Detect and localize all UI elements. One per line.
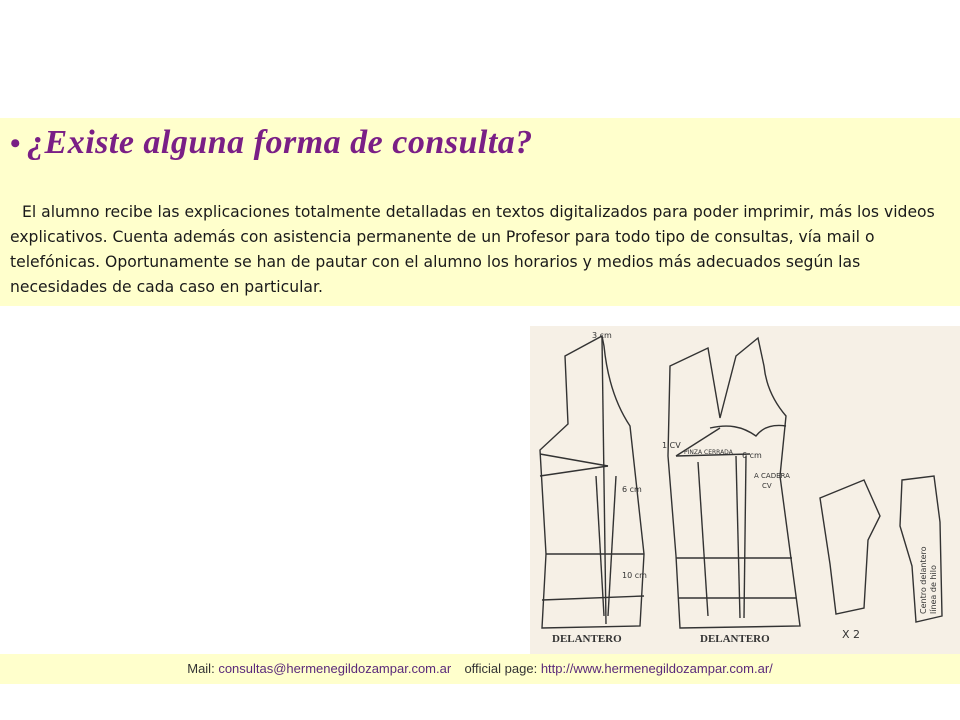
mail-link[interactable]: consultas@hermenegildozampar.com.ar bbox=[218, 661, 452, 676]
measure-cadera: A CADERA bbox=[754, 472, 790, 480]
measure-cierre: PINZA CERRADA bbox=[684, 449, 733, 456]
body-paragraph: El alumno recibe las explicaciones totalmente detalladas en textos digitalizados para poder imprimir, más los videos explicativos. Cuenta además con asistencia permanente de un Profesor para todo tipo de consultas, vía mail o telefónicas. Oportunamente se han de pautar con el alumno los horarios y medios más adecuados según las necesidades de cada caso en particular. bbox=[10, 203, 935, 296]
label-delantero-left: DELANTERO bbox=[552, 633, 622, 645]
title-text: ¿Existe alguna forma de consulta? bbox=[27, 124, 533, 161]
middle-pattern-outline bbox=[668, 338, 800, 628]
measure-side: 6 cm bbox=[622, 485, 642, 494]
small-piece-1-outline bbox=[820, 480, 880, 614]
left-pattern-outline bbox=[540, 336, 644, 628]
measure-cv: 1 CV bbox=[662, 441, 681, 450]
measure-cv2: CV bbox=[762, 482, 772, 490]
vertical-label-1: Centro delantero bbox=[919, 546, 928, 614]
pattern-illustration bbox=[530, 326, 960, 654]
measure-top: 3 cm bbox=[592, 331, 612, 340]
sewing-pattern-drawing bbox=[530, 326, 960, 654]
title-bullet: • bbox=[10, 127, 22, 160]
slide-title bbox=[10, 124, 533, 162]
label-x2: X 2 bbox=[842, 628, 861, 641]
measure-bottom: 10 cm bbox=[622, 571, 647, 580]
vertical-label-2: línea de hilo bbox=[929, 565, 938, 614]
measure-mid: 6 cm bbox=[742, 451, 762, 460]
footer-bar bbox=[0, 654, 960, 684]
website-link[interactable]: http://www.hermenegildozampar.com.ar/ bbox=[540, 661, 773, 676]
page-label: official page: bbox=[464, 661, 538, 676]
mail-label: Mail: bbox=[187, 661, 215, 676]
label-delantero-middle: DELANTERO bbox=[700, 633, 770, 645]
